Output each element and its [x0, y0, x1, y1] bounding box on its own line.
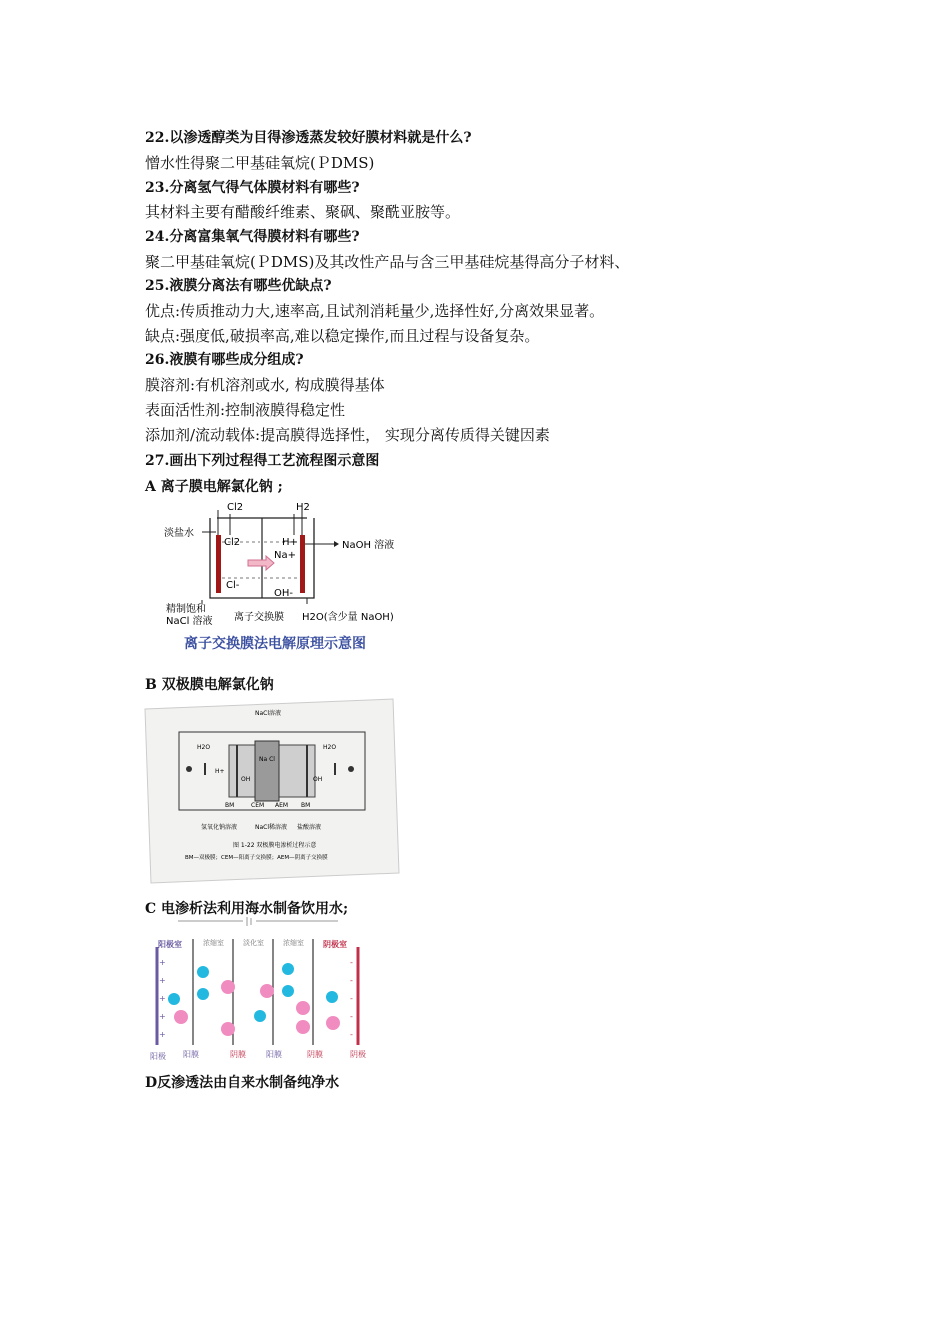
chamber-cathode: 阴极室 [323, 940, 347, 949]
label-dilute-brine: 淡盐水 [164, 528, 194, 539]
question-27: 27.画出下列过程得工艺流程图示意图 [145, 453, 380, 469]
figure-bipolar-membrane [143, 697, 401, 885]
chamber-dilute: 淡化室 [243, 939, 264, 947]
question-25: 25.液膜分离法有哪些优缺点? [145, 278, 332, 294]
label-out-mid: NaCl稀溶液 [255, 824, 288, 831]
label-cathode: 阴极 [350, 1050, 366, 1059]
question-22: 22.以渗透醇类为目得渗透蒸发较好膜材料就是什么? [145, 130, 472, 146]
svg-text:-: - [350, 1030, 353, 1039]
label-cem: CEM [251, 802, 265, 809]
figure-b-caption: 图 1-22 双极膜电渗析过程示意 [233, 842, 317, 849]
question-24: 24.分离富集氧气得膜材料有哪些? [145, 229, 360, 245]
label-bm2: BM [301, 802, 311, 809]
answer-25-advantages: 优点:传质推动力大,速率高,且试剂消耗量少,选择性好,分离效果显著。 [145, 302, 605, 320]
chamber-concentrate-2: 浓缩室 [283, 939, 304, 947]
label-oh-right: OH [313, 776, 323, 783]
answer-24: 聚二甲基硅氧烷(ＰDMS)及其改性产品与含三甲基硅烷基得高分子材料、 [145, 253, 630, 271]
label-out-right: 盐酸溶液 [297, 824, 322, 831]
label-h-plus: H+ [282, 537, 298, 548]
question-23: 23.分离氢气得气体膜材料有哪些? [145, 180, 360, 196]
figure-electrodialysis [148, 917, 376, 1062]
label-nacl-mid: Na Cl [259, 756, 275, 763]
label-anode: 阳极 [150, 1052, 166, 1061]
label-h2: H2 [296, 502, 310, 513]
question-27-d: D反渗透法由自来水制备纯净水 [145, 1075, 340, 1091]
question-27-a: A 离子膜电解氯化钠 ; [145, 479, 283, 495]
label-aem: AEM [275, 802, 289, 809]
figure-ion-membrane-electrolysis [162, 500, 402, 660]
label-water-feed: H2O(含少量 NaOH) [302, 612, 394, 623]
svg-text:-: - [350, 976, 353, 985]
label-feed-2: NaCl 溶液 [166, 616, 213, 627]
svg-text:-: - [350, 1012, 353, 1021]
label-hplus: H+ [215, 768, 225, 775]
label-na-plus: Na+ [274, 550, 296, 561]
label-out-left: 氢氧化钠溶液 [201, 824, 238, 831]
question-27-b: B 双极膜电解氯化钠 [145, 677, 274, 693]
answer-26-surfactant: 表面活性剂:控制液膜得稳定性 [145, 401, 346, 419]
label-h2o-right: H2O [323, 744, 337, 751]
svg-text:-: - [350, 994, 353, 1003]
label-feed-1: 精制饱和 [166, 604, 206, 615]
svg-text:+: + [159, 958, 166, 967]
label-cation-membrane-2: 阳膜 [266, 1050, 282, 1059]
svg-text:+: + [159, 976, 166, 985]
label-cation-membrane-1: 阳膜 [183, 1050, 199, 1059]
answer-25-disadvantages: 缺点:强度低,破损率高,难以稳定操作,而且过程与设备复杂。 [145, 327, 540, 345]
label-anion-membrane-2: 阴膜 [307, 1050, 323, 1059]
label-naoh-solution: NaOH 溶液 [342, 540, 395, 551]
label-cl-minus: Cl- [226, 580, 240, 591]
svg-text:-: - [350, 958, 353, 967]
svg-text:+: + [159, 1012, 166, 1021]
label-membrane: 离子交换膜 [234, 612, 284, 623]
answer-26-solvent: 膜溶剂:有机溶剂或水, 构成膜得基体 [145, 376, 385, 394]
figure-a-caption: 离子交换膜法电解原理示意图 [184, 636, 366, 652]
cathode [300, 535, 305, 593]
label-anion-membrane-1: 阴膜 [230, 1050, 246, 1059]
answer-26-carrier: 添加剂/流动载体:提高膜得选择性， 实现分离传质得关键因素 [145, 426, 550, 444]
question-26: 26.液膜有哪些成分组成? [145, 352, 304, 368]
answer-23: 其材料主要有醋酸纤维素、聚砜、聚酰亚胺等。 [145, 203, 461, 221]
question-27-c: C 电渗析法利用海水制备饮用水; [145, 901, 349, 917]
label-h2o-left: H2O [197, 744, 211, 751]
svg-text:+: + [159, 1030, 166, 1039]
label-bm1: BM [225, 802, 235, 809]
chamber-concentrate-1: 浓缩室 [203, 939, 224, 947]
chamber-anode: 阳极室 [158, 940, 182, 949]
label-cl2: Cl2 [227, 502, 244, 513]
label-oh-minus: OH- [274, 588, 293, 599]
answer-22: 憎水性得聚二甲基硅氧烷(ＰDMS) [145, 154, 375, 172]
anode [216, 535, 221, 593]
label-cl2-inner: Cl2 [224, 537, 241, 548]
label-nacl-top: NaCl溶液 [255, 710, 282, 717]
label-oh-left: OH [241, 776, 251, 783]
figure-b-legend: BM—双极膜；CEM—阳离子交换膜；AEM—阴离子交换膜 [185, 855, 328, 861]
svg-text:+: + [159, 994, 166, 1003]
